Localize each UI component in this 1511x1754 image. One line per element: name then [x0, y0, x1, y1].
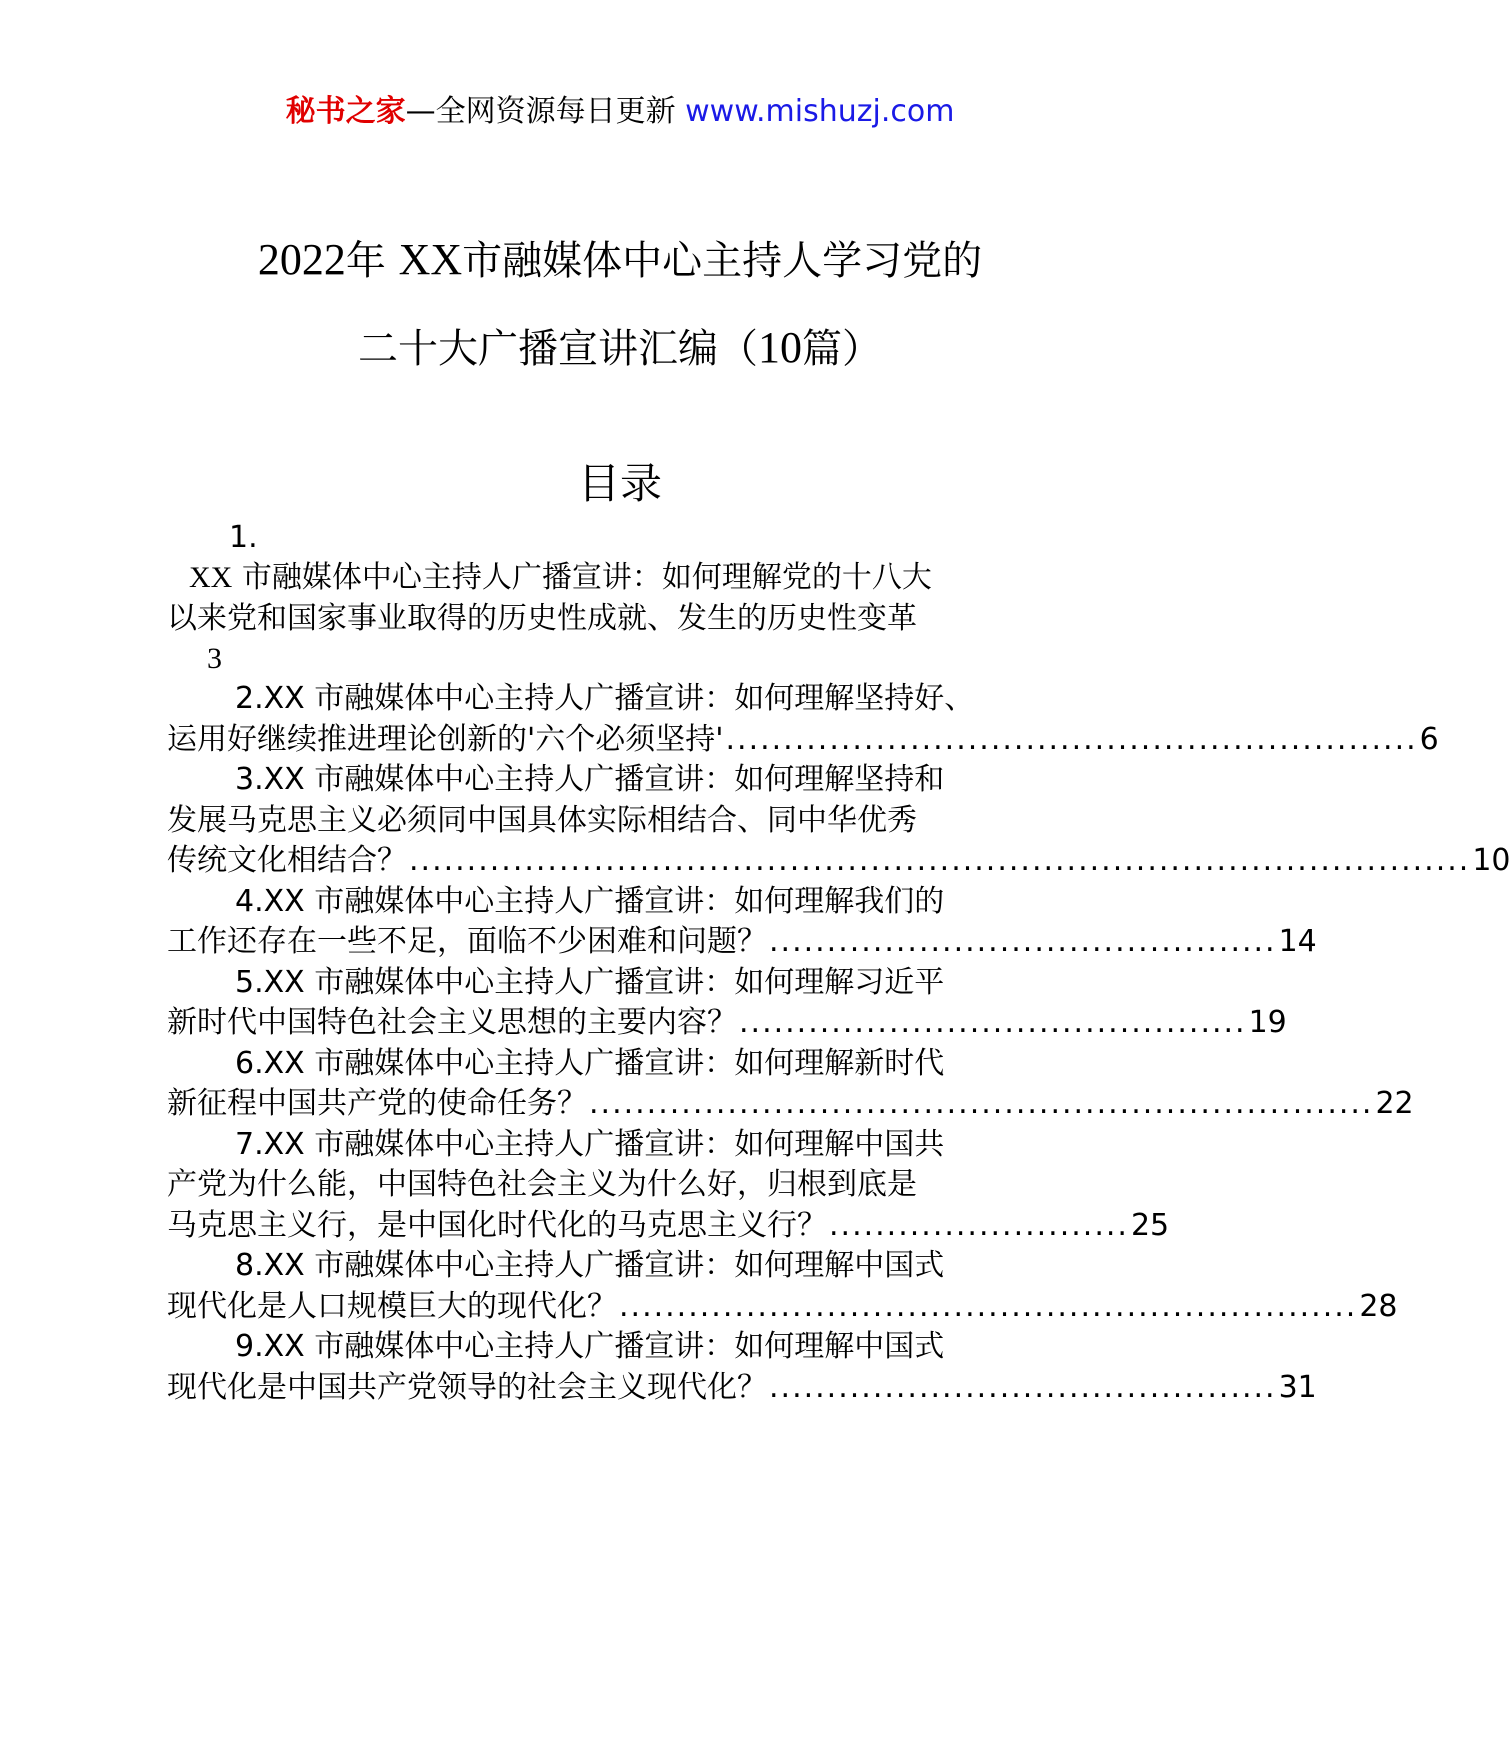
- title-count: 10: [758, 323, 802, 372]
- title-line-1-text: 市融媒体中心主持人学习党的: [462, 238, 983, 284]
- toc-item-1-number-text: 1.: [229, 520, 258, 555]
- toc-item-7-line-1[interactable]: [167, 1122, 1027, 1167]
- toc-item-8-page-number: 28: [1359, 1289, 1398, 1324]
- toc-item-6-line-2[interactable]: [167, 1081, 1414, 1126]
- dot-leader: ............................................: [769, 924, 1277, 959]
- toc-item-4-page-number: 14: [1278, 924, 1317, 959]
- toc-item-7-line-3-text: 马克思主义行，是中国化时代化的马克思主义行？: [167, 1208, 827, 1243]
- toc-item-4-line-1-text: 4.XX 市融媒体中心主持人广播宣讲：如何理解我们的: [235, 884, 945, 919]
- toc-heading: 目录: [577, 459, 662, 508]
- toc-item-7-line-2[interactable]: [167, 1162, 1027, 1207]
- toc-item-7-line-3[interactable]: [167, 1203, 1170, 1248]
- toc-item-3-line-1-text: 3.XX 市融媒体中心主持人广播宣讲：如何理解坚持和: [235, 762, 945, 797]
- toc-item-5-line-2[interactable]: [167, 1000, 1287, 1045]
- toc-item-1-line-1-text: 市融媒体中心主持人广播宣讲：如何理解党的十八大: [241, 560, 932, 595]
- toc-item-7-page-number: 25: [1130, 1208, 1170, 1243]
- toc-item-3-line-3-text: 传统文化相结合？: [167, 843, 407, 878]
- toc-item-6-line-1-text: 6.XX 市融媒体中心主持人广播宣讲：如何理解新时代: [235, 1046, 945, 1081]
- document-title-line-1: [0, 232, 1240, 289]
- toc-item-8-line-1-text: 8.XX 市融媒体中心主持人广播宣讲：如何理解中国式: [235, 1248, 945, 1283]
- toc-item-8-line-2[interactable]: [167, 1284, 1398, 1329]
- toc-item-5-line-1-text: 5.XX 市融媒体中心主持人广播宣讲：如何理解习近平: [235, 965, 945, 1000]
- toc-item-8-line-2-text: 现代化是人口规模巨大的现代化？: [167, 1289, 617, 1324]
- title-year-suffix: 年: [345, 238, 386, 284]
- toc-item-6-line-1[interactable]: [167, 1041, 1027, 1086]
- toc-item-8-line-1[interactable]: [167, 1243, 1027, 1288]
- toc-item-4-line-1[interactable]: [167, 879, 1027, 924]
- title-line-2-end: 篇）: [802, 326, 882, 372]
- title-line-2-text: 二十大广播宣讲汇编（: [358, 326, 758, 372]
- toc-item-5-page-number: 19: [1248, 1005, 1287, 1040]
- dot-leader: ....................................................................: [589, 1086, 1374, 1121]
- toc-item-1-page[interactable]: [187, 636, 1047, 681]
- toc-item-9-line-1[interactable]: [167, 1324, 1027, 1369]
- toc-item-7-line-1-text: 7.XX 市融媒体中心主持人广播宣讲：如何理解中国共: [235, 1127, 945, 1162]
- toc-item-1-line-1[interactable]: [187, 555, 1047, 600]
- toc-item-9-line-2[interactable]: [167, 1365, 1317, 1410]
- toc-item-6-page-number: 22: [1375, 1086, 1414, 1121]
- dot-leader: ................................................................: [619, 1289, 1358, 1324]
- toc-item-3-line-2-text: 发展马克思主义必须同中国具体实际相结合、同中华优秀: [167, 803, 917, 838]
- toc-item-2-line-2-text: 运用好继续推进理论创新的'六个必须坚持': [167, 722, 724, 757]
- toc-item-7-line-2-text: 产党为什么能，中国特色社会主义为什么好，归根到底是: [167, 1167, 917, 1202]
- toc-item-2-line-1-text: 2.XX 市融媒体中心主持人广播宣讲：如何理解坚持好、: [235, 681, 975, 716]
- toc-item-9-line-2-text: 现代化是中国共产党领导的社会主义现代化？: [167, 1370, 767, 1405]
- title-year: 2022: [257, 235, 346, 284]
- toc-item-4-line-2-text: 工作还存在一些不足，面临不少困难和问题？: [167, 924, 767, 959]
- toc-item-4-line-2[interactable]: [167, 919, 1317, 964]
- document-title-line-2: [0, 320, 1240, 377]
- toc-item-5-line-2-text: 新时代中国特色社会主义思想的主要内容？: [167, 1005, 737, 1040]
- toc-item-9-page-number: 31: [1278, 1370, 1317, 1405]
- toc-item-2-line-2[interactable]: [167, 717, 1439, 762]
- dot-leader: ............................................................................................: [409, 843, 1471, 878]
- dot-leader: ..........................: [829, 1208, 1129, 1243]
- dot-leader: ............................................: [739, 1005, 1247, 1040]
- dot-leader: ............................................................: [725, 722, 1418, 757]
- toc-item-2-line-1[interactable]: [167, 676, 1027, 721]
- toc-item-2-page-number: 6: [1419, 722, 1439, 757]
- toc-item-9-line-1-text: 9.XX 市融媒体中心主持人广播宣讲：如何理解中国式: [235, 1329, 945, 1364]
- toc-item-3-line-2[interactable]: [167, 798, 1027, 843]
- toc-item-1-number[interactable]: [187, 515, 1047, 560]
- header-tagline: —全网资源每日更新: [405, 94, 686, 129]
- site-url-link[interactable]: www.mishuzj.com: [685, 94, 955, 129]
- brand-name: 秘书之家: [285, 94, 406, 129]
- title-xx: XX: [398, 235, 463, 284]
- toc-item-1-line-2[interactable]: [167, 596, 1027, 641]
- toc-item-1-page-number: 3: [207, 642, 222, 675]
- toc-item-1-line-2-text: 以来党和国家事业取得的历史性成就、发生的历史性变革: [167, 601, 917, 636]
- toc-item-1-xx: XX: [189, 561, 233, 594]
- site-header: [0, 92, 1240, 132]
- toc-item-6-line-2-text: 新征程中国共产党的使命任务？: [167, 1086, 587, 1121]
- toc-item-5-line-1[interactable]: [167, 960, 1027, 1005]
- toc-item-3-line-3[interactable]: [167, 838, 1511, 883]
- dot-leader: ............................................: [769, 1370, 1277, 1405]
- toc-item-3-line-1[interactable]: [167, 757, 1027, 802]
- toc-item-3-page-number: 10: [1472, 843, 1511, 878]
